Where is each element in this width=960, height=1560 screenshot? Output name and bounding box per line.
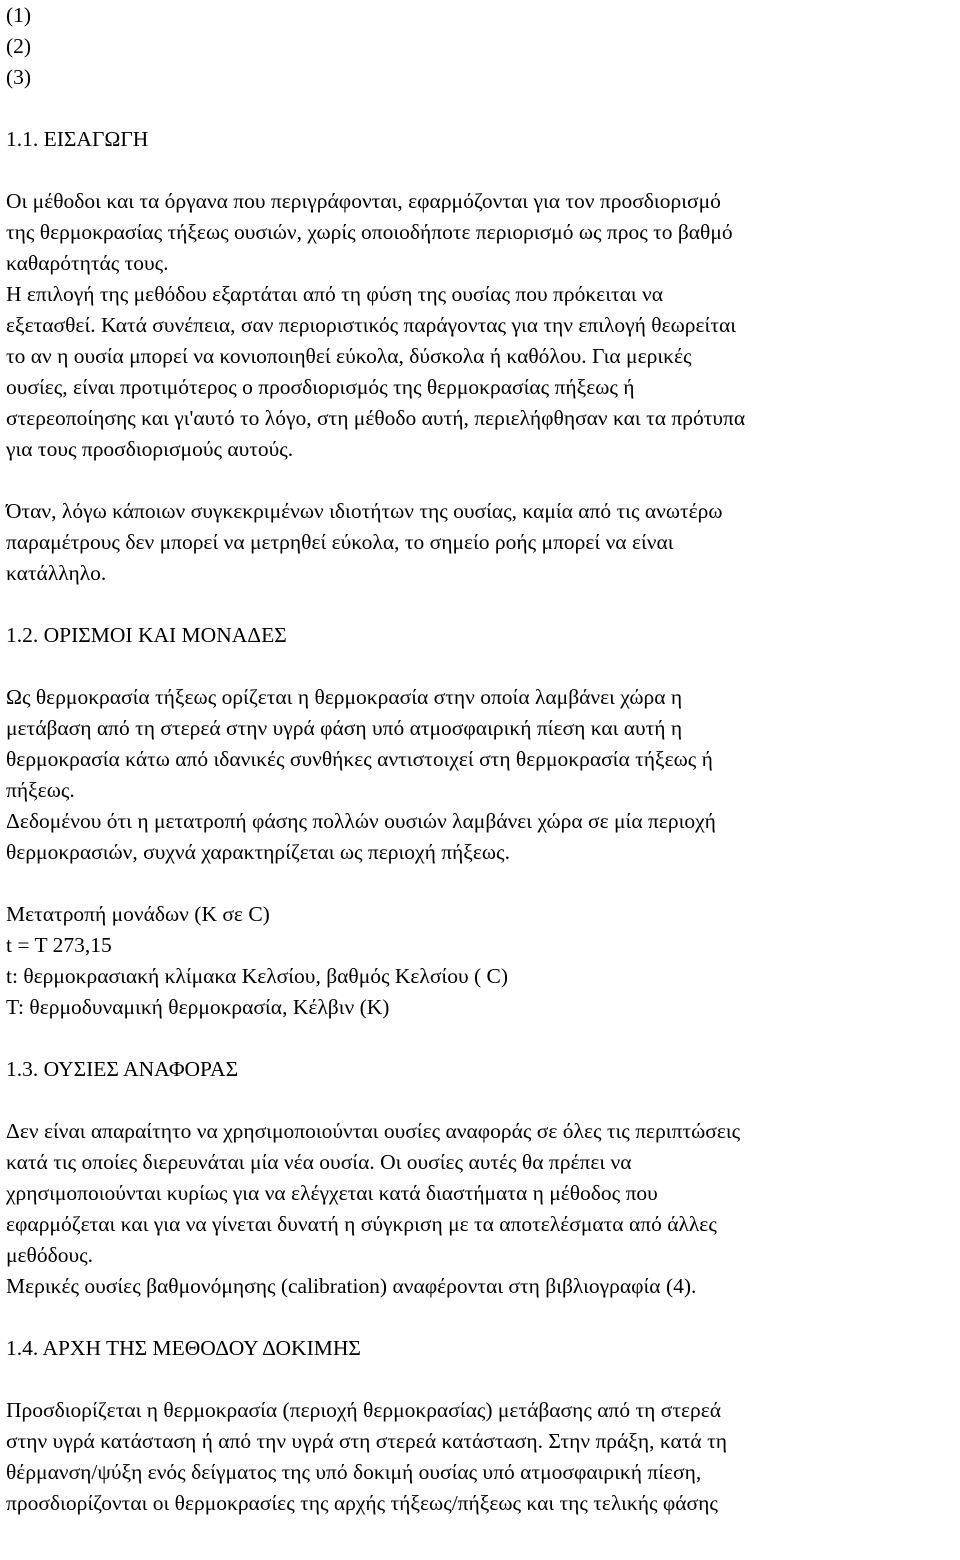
text-line: παραμέτρους δεν μπορεί να μετρηθεί εύκολα, το σημείο ροής μπορεί να είναι	[6, 530, 674, 554]
document-page	[6, 0, 958, 1519]
text-line: χρησιμοποιούνται κυρίως για να ελέγχεται κατά διαστήματα η μέθοδος που	[6, 1181, 658, 1205]
section-heading-reference-substances: 1.3. ΟΥΣΙΕΣ ΑΝΑΦΟΡΑΣ	[6, 1057, 239, 1081]
paragraph-definitions	[6, 682, 958, 868]
text-line: θερμοκρασία κάτω από ιδανικές συνθήκες αντιστοιχεί στη θερμοκρασία τήξεως ή	[6, 747, 713, 771]
text-line: t: θερμοκρασιακή κλίμακα Κελσίου, βαθμός Κελσίου ( C)	[6, 964, 509, 988]
text-line: προσδιορίζονται οι θερμοκρασίες της αρχής τήξεως/πήξεως και της τελικής φάσης	[6, 1491, 718, 1515]
paragraph-flow-point	[6, 496, 958, 589]
text-line: Οι μέθοδοι και τα όργανα που περιγράφονται, εφαρμόζονται για τον προσδιορισμό	[6, 189, 721, 213]
text-line: t = T 273,15	[6, 933, 112, 957]
text-line: Μερικές ουσίες βαθμονόμησης (calibration) αναφέρονται στη βιβλιογραφία (4).	[6, 1274, 697, 1298]
paragraph-test-principle	[6, 1395, 958, 1519]
section-heading-introduction: 1.1. ΕΙΣΑΓΩΓΗ	[6, 127, 149, 151]
reference-item: (1)	[6, 3, 32, 27]
text-line: Όταν, λόγω κάποιων συγκεκριμένων ιδιοτήτων της ουσίας, καμία από τις ανωτέρω	[6, 499, 723, 523]
text-line: κατάλληλο.	[6, 561, 107, 585]
text-line: Η επιλογή της μεθόδου εξαρτάται από τη φύση της ουσίας που πρόκειται να	[6, 282, 664, 306]
paragraph-reference-substances	[6, 1116, 958, 1302]
text-line: της θερμοκρασίας τήξεως ουσιών, χωρίς οποιοδήποτε περιορισμό ως προς το βαθμό	[6, 220, 733, 244]
text-line: ουσίες, είναι προτιμότερος ο προσδιορισμός της θερμοκρασίας πήξεως ή	[6, 375, 635, 399]
text-line: το αν η ουσία μπορεί να κονιοποιηθεί εύκολα, δύσκολα ή καθόλου. Για μερικές	[6, 344, 692, 368]
text-line: στην υγρά κατάσταση ή από την υγρά στη στερεά κατάσταση. Στην πράξη, κατά τη	[6, 1429, 727, 1453]
text-line: μετάβαση από τη στερεά στην υγρά φάση υπό ατμοσφαιρική πίεση και αυτή η	[6, 716, 683, 740]
text-line: Προσδιορίζεται η θερμοκρασία (περιοχή θερμοκρασίας) μετάβασης από τη στερεά	[6, 1398, 722, 1422]
reference-item: (3)	[6, 65, 32, 89]
text-line: στερεοποίησης και γι'αυτό το λόγο, στη μέθοδο αυτή, περιελήφθησαν και τα πρότυπα	[6, 406, 746, 430]
text-line: πήξεως.	[6, 778, 75, 802]
text-line: εφαρμόζεται και για να γίνεται δυνατή η σύγκριση με τα αποτελέσματα από άλλες	[6, 1212, 717, 1236]
text-line: μεθόδους.	[6, 1243, 94, 1267]
text-line: T: θερμοδυναμική θερμοκρασία, Κέλβιν (K)	[6, 995, 390, 1019]
text-line: Ως θερμοκρασία τήξεως ορίζεται η θερμοκρασία στην οποία λαμβάνει χώρα η	[6, 685, 683, 709]
text-line: κατά τις οποίες διερευνάται μία νέα ουσία. Οι ουσίες αυτές θα πρέπει να	[6, 1150, 632, 1174]
unit-conversion-block	[6, 899, 958, 1023]
reference-list	[6, 0, 958, 93]
paragraph-introduction	[6, 186, 958, 465]
text-line: Δεδομένου ότι η μετατροπή φάσης πολλών ουσιών λαμβάνει χώρα σε μία περιοχή	[6, 809, 716, 833]
text-line: για τους προσδιορισμούς αυτούς.	[6, 437, 294, 461]
text-line: θέρμανση/ψύξη ενός δείγματος της υπό δοκιμή ουσίας υπό ατμοσφαιρική πίεση,	[6, 1460, 702, 1484]
section-heading-definitions: 1.2. ΟΡΙΣΜΟΙ ΚΑΙ ΜΟΝΑΔΕΣ	[6, 623, 287, 647]
text-line: Δεν είναι απαραίτητο να χρησιμοποιούνται ουσίες αναφοράς σε όλες τις περιπτώσεις	[6, 1119, 741, 1143]
text-line: Μετατροπή μονάδων (K σε C)	[6, 902, 270, 926]
text-line: εξετασθεί. Κατά συνέπεια, σαν περιοριστικός παράγοντας για την επιλογή θεωρείται	[6, 313, 737, 337]
text-line: θερμοκρασιών, συχνά χαρακτηρίζεται ως περιοχή πήξεως.	[6, 840, 510, 864]
reference-item: (2)	[6, 34, 32, 58]
text-line: καθαρότητάς τους.	[6, 251, 169, 275]
section-heading-test-principle: 1.4. ΑΡΧΗ ΤΗΣ ΜΕΘΟΔΟΥ ΔΟΚΙΜΗΣ	[6, 1336, 361, 1360]
